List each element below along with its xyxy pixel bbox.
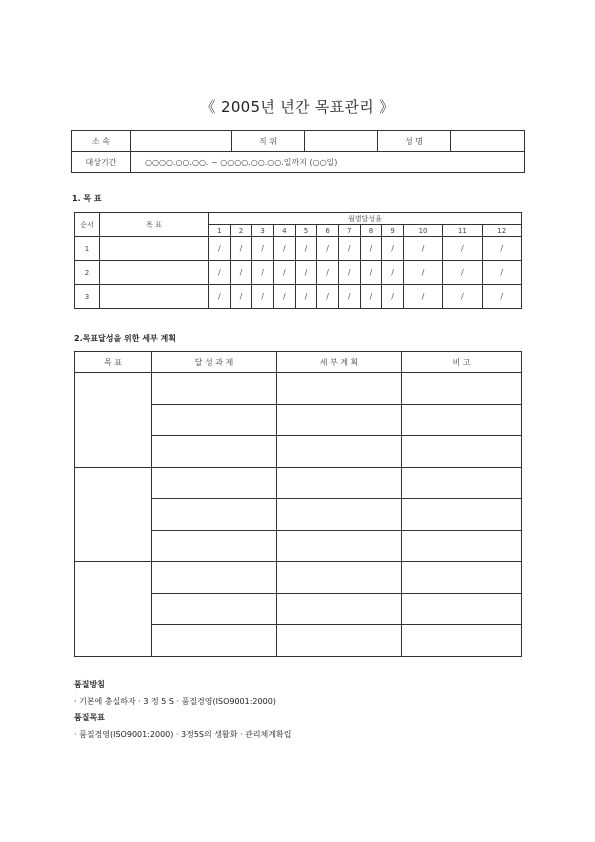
monthly-rate-cell[interactable]: / (403, 237, 442, 261)
monthly-rate-cell[interactable]: / (209, 261, 231, 285)
plan-task-cell[interactable] (152, 373, 277, 405)
monthly-rate-cell[interactable]: / (317, 237, 339, 261)
monthly-rate-cell[interactable]: / (273, 261, 295, 285)
monthly-rate-cell[interactable]: / (317, 285, 339, 309)
plan-task-cell[interactable] (152, 625, 277, 657)
monthly-rate-cell[interactable]: / (338, 237, 360, 261)
month-header-3: 3 (252, 225, 274, 237)
plan-detail-cell[interactable] (277, 499, 402, 531)
quality-goal-label: 품질목표 (74, 713, 105, 722)
position-field[interactable] (305, 131, 378, 152)
month-header-12: 12 (482, 225, 521, 237)
plan-table (74, 351, 522, 657)
goal-header-goal: 목 표 (100, 213, 209, 237)
month-header-6: 6 (317, 225, 339, 237)
goal-table (74, 212, 522, 309)
monthly-rate-cell[interactable]: / (403, 285, 442, 309)
monthly-rate-cell[interactable]: / (273, 285, 295, 309)
position-label: 직 위 (232, 131, 305, 152)
monthly-rate-cell[interactable]: / (252, 237, 274, 261)
plan-header-task: 달 성 과 제 (152, 352, 277, 373)
name-field[interactable] (451, 131, 525, 152)
dept-field[interactable] (131, 131, 232, 152)
monthly-rate-cell[interactable]: / (230, 237, 252, 261)
plan-detail-cell[interactable] (277, 436, 402, 468)
monthly-rate-cell[interactable]: / (252, 285, 274, 309)
plan-detail-cell[interactable] (277, 467, 402, 499)
monthly-rate-cell[interactable]: / (482, 237, 521, 261)
plan-remark-cell[interactable] (402, 593, 522, 625)
goal-row (75, 261, 522, 285)
monthly-rate-cell[interactable]: / (443, 261, 482, 285)
plan-detail-cell[interactable] (277, 404, 402, 436)
monthly-rate-cell[interactable]: / (230, 261, 252, 285)
monthly-rate-cell[interactable]: / (209, 285, 231, 309)
month-header-2: 2 (230, 225, 252, 237)
section1-title: 1. 목 표 (72, 194, 102, 203)
plan-task-cell[interactable] (152, 404, 277, 436)
goal-seq: 1 (75, 237, 100, 261)
monthly-rate-cell[interactable]: / (252, 261, 274, 285)
plan-row (75, 562, 522, 594)
section2-title: 2.목표달성을 위한 세부 계획 (74, 334, 176, 343)
plan-remark-cell[interactable] (402, 530, 522, 562)
plan-detail-cell[interactable] (277, 562, 402, 594)
monthly-rate-cell[interactable]: / (295, 261, 317, 285)
monthly-rate-cell[interactable]: / (338, 285, 360, 309)
plan-goal-cell[interactable] (75, 562, 152, 657)
month-header-10: 10 (403, 225, 442, 237)
quality-policy-label: 품질방침 (74, 680, 105, 689)
goal-row (75, 237, 522, 261)
dept-label: 소 속 (72, 131, 131, 152)
quality-policy-text: · 기본에 충실하자 · 3 정 5 S · 품질경영(ISO9001:2000) (74, 697, 276, 706)
monthly-rate-cell[interactable]: / (382, 261, 404, 285)
monthly-rate-cell[interactable]: / (382, 237, 404, 261)
plan-remark-cell[interactable] (402, 562, 522, 594)
monthly-rate-cell[interactable]: / (295, 285, 317, 309)
plan-remark-cell[interactable] (402, 499, 522, 531)
monthly-rate-cell[interactable]: / (403, 261, 442, 285)
plan-goal-cell[interactable] (75, 373, 152, 468)
plan-remark-cell[interactable] (402, 625, 522, 657)
info-table (71, 130, 525, 173)
goal-text-cell[interactable] (100, 285, 209, 309)
page-title: 《 2005년 년간 목표관리 》 (200, 98, 395, 116)
monthly-rate-cell[interactable]: / (273, 237, 295, 261)
plan-remark-cell[interactable] (402, 404, 522, 436)
monthly-rate-cell[interactable]: / (338, 261, 360, 285)
monthly-rate-cell[interactable]: / (443, 237, 482, 261)
monthly-rate-cell[interactable]: / (295, 237, 317, 261)
plan-header-detail: 세 부 계 획 (277, 352, 402, 373)
plan-header-remark: 비 고 (402, 352, 522, 373)
plan-rows (75, 373, 522, 657)
monthly-rate-cell[interactable]: / (209, 237, 231, 261)
name-label: 성 명 (378, 131, 451, 152)
plan-task-cell[interactable] (152, 593, 277, 625)
monthly-rate-cell[interactable]: / (360, 285, 382, 309)
period-value[interactable]: ○○○○.○○.○○. ~ ○○○○.○○.○○.일까지 (○○일) (131, 152, 525, 173)
month-header-7: 7 (338, 225, 360, 237)
monthly-rate-cell[interactable]: / (230, 285, 252, 309)
month-header-9: 9 (382, 225, 404, 237)
plan-row (75, 467, 522, 499)
quality-goal-text: · 품질경영(ISO9001:2000) · 3정5S의 생활화 · 관리체계확립 (74, 730, 292, 739)
month-header-4: 4 (273, 225, 295, 237)
plan-header-goal: 목 표 (75, 352, 152, 373)
monthly-rate-cell[interactable]: / (443, 285, 482, 309)
plan-task-cell[interactable] (152, 562, 277, 594)
monthly-rate-cell[interactable]: / (482, 285, 521, 309)
month-header-8: 8 (360, 225, 382, 237)
goal-header-seq: 순서 (75, 213, 100, 237)
plan-detail-cell[interactable] (277, 593, 402, 625)
goal-text-cell[interactable] (100, 261, 209, 285)
monthly-rate-cell[interactable]: / (360, 261, 382, 285)
monthly-rate-cell[interactable]: / (360, 237, 382, 261)
plan-remark-cell[interactable] (402, 373, 522, 405)
plan-task-cell[interactable] (152, 530, 277, 562)
goal-header-monthly: 월별달성율 (209, 213, 522, 225)
goal-seq: 3 (75, 285, 100, 309)
month-header-5: 5 (295, 225, 317, 237)
monthly-rate-cell[interactable]: / (482, 261, 521, 285)
plan-detail-cell[interactable] (277, 530, 402, 562)
plan-row (75, 373, 522, 405)
monthly-rate-cell[interactable]: / (382, 285, 404, 309)
plan-task-cell[interactable] (152, 467, 277, 499)
period-label: 대상기간 (72, 152, 131, 173)
plan-remark-cell[interactable] (402, 467, 522, 499)
plan-detail-cell[interactable] (277, 625, 402, 657)
goal-row (75, 285, 522, 309)
plan-detail-cell[interactable] (277, 373, 402, 405)
plan-task-cell[interactable] (152, 436, 277, 468)
plan-task-cell[interactable] (152, 499, 277, 531)
goal-rows (75, 237, 522, 309)
month-header-1: 1 (209, 225, 231, 237)
monthly-rate-cell[interactable]: / (317, 261, 339, 285)
plan-remark-cell[interactable] (402, 436, 522, 468)
goal-text-cell[interactable] (100, 237, 209, 261)
plan-goal-cell[interactable] (75, 467, 152, 562)
goal-seq: 2 (75, 261, 100, 285)
month-header-11: 11 (443, 225, 482, 237)
